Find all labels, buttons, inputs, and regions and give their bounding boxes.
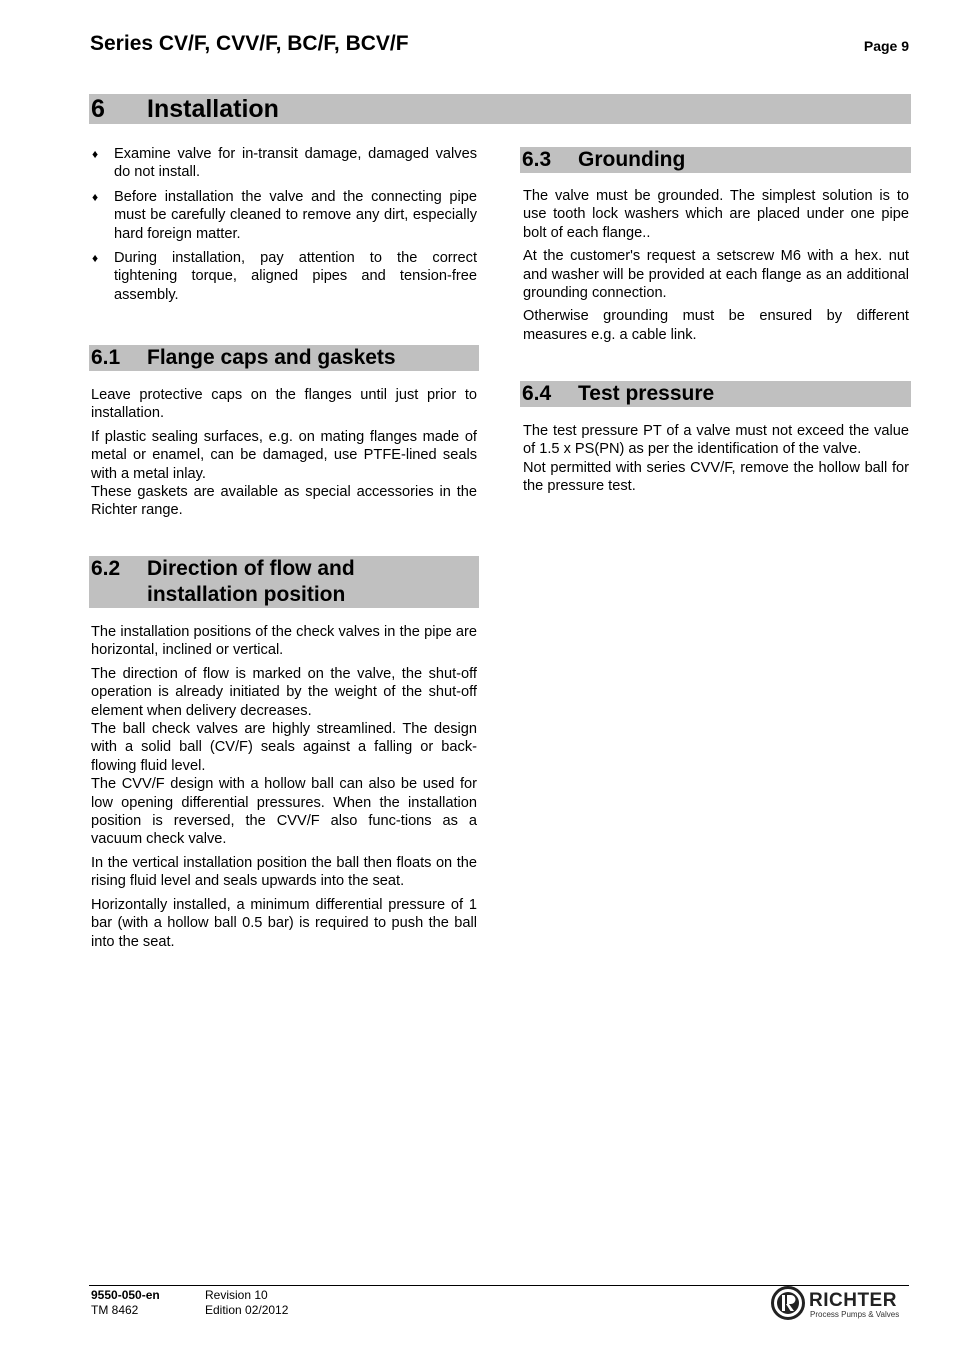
paragraph: The ball check valves are highly streamlined. The design with a solid ball (CV/F) seals against a falling or back-flowing fluid level. xyxy=(91,721,477,774)
section-6-1-body xyxy=(91,386,477,520)
footer-doc-info xyxy=(91,1288,160,1318)
section-number: 6.2 xyxy=(91,557,121,580)
brand-tagline: Process Pumps & Valves xyxy=(810,1310,900,1319)
bullet-text: Before installation the valve and the connecting pipe must be carefully cleaned to remove any dirt, especially hard foreign matter. xyxy=(114,188,477,242)
richter-logo xyxy=(771,1285,911,1321)
section-number: 6.4 xyxy=(522,382,552,405)
section-title-line2: installation position xyxy=(147,583,346,606)
paragraph: Leave protective caps on the flanges until just prior to installation. xyxy=(91,387,477,422)
bullet-text: During installation, pay attention to the correct tightening torque, aligned pipes and tension-free assembly. xyxy=(114,250,477,303)
tm-number: TM 8462 xyxy=(91,1303,139,1317)
section-6-3-body xyxy=(523,187,909,344)
paragraph: Not permitted with series CVV/F, remove the hollow ball for the pressure test. xyxy=(523,459,909,495)
paragraph: In the vertical installation position the ball then floats on the rising fluid level and seals upwards into the seat. xyxy=(91,854,477,890)
paragraph: The direction of flow is marked on the valve, the shut-off operation is already initiated by the weight of the shut-off element when delivery decreases. xyxy=(91,665,477,719)
edition: Edition 02/2012 xyxy=(205,1303,289,1317)
section-title: Flange caps and gaskets xyxy=(147,346,396,369)
footer-revision-info xyxy=(205,1288,288,1318)
paragraph: If plastic sealing surfaces, e.g. on mating flanges made of metal or enamel, can be damaged, use PTFE-lined seals with a metal inlay. xyxy=(91,428,477,482)
section-6-4-body xyxy=(523,422,909,496)
page-number: Page 9 xyxy=(863,38,909,54)
document-series-title: Series CV/F, CVV/F, BC/F, BCV/F xyxy=(90,32,409,55)
paragraph: Otherwise grounding must be ensured by different measures e.g. a cable link. xyxy=(523,308,909,343)
paragraph: The valve must be grounded. The simplest solution is to use tooth lock washers which are placed under one pipe bolt of each flange.. xyxy=(523,188,909,241)
bullet-text: Examine valve for in-transit damage, damaged valves do not install. xyxy=(114,146,477,181)
section-title: Grounding xyxy=(578,148,686,171)
section-6-4-heading xyxy=(520,381,911,407)
chapter-title: Installation xyxy=(147,95,279,123)
list-item xyxy=(91,249,477,304)
paragraph: Horizontally installed, a minimum differential pressure of 1 bar (with a hollow ball 0.5 bar) is required to push the ball into the seat. xyxy=(91,896,477,950)
list-item xyxy=(91,145,477,182)
revision: Revision 10 xyxy=(205,1288,268,1302)
section-6-2-body xyxy=(91,623,477,951)
list-item xyxy=(91,188,477,243)
paragraph: The test pressure PT of a valve must not exceed the value of 1.5 x PS(PN) as per the identification of the valve. xyxy=(523,423,909,458)
section-number: 6.3 xyxy=(522,148,552,171)
paragraph: The CVV/F design with a hollow ball can also be used for low opening differential pressures. When the installation position is reversed, the CVV/F also func-tions as a vacuum check valve. xyxy=(91,776,477,848)
intro-bullet-list xyxy=(91,145,477,310)
chapter-number: 6 xyxy=(91,95,105,123)
section-title: Test pressure xyxy=(578,382,715,405)
chapter-heading xyxy=(89,94,911,124)
document-number: 9550-050-en xyxy=(91,1288,160,1302)
brand-name: RICHTER xyxy=(809,1290,897,1311)
paragraph: At the customer's request a setscrew M6 with a hex. nut and washer will be provided at each flange as an additional grounding connection. xyxy=(523,248,909,302)
section-number: 6.1 xyxy=(91,346,121,369)
section-title-line1: Direction of flow and xyxy=(147,557,355,580)
diamond-bullet-icon: ♦ xyxy=(92,147,99,161)
paragraph: These gaskets are available as special accessories in the Richter range. xyxy=(91,484,477,519)
section-6-3-heading xyxy=(520,147,911,173)
paragraph: The installation positions of the check valves in the pipe are horizontal, inclined or vertical. xyxy=(91,624,477,659)
diamond-bullet-icon: ♦ xyxy=(92,189,99,204)
section-6-2-heading xyxy=(89,556,479,608)
diamond-bullet-icon: ♦ xyxy=(92,251,99,266)
section-6-1-heading xyxy=(89,345,479,371)
